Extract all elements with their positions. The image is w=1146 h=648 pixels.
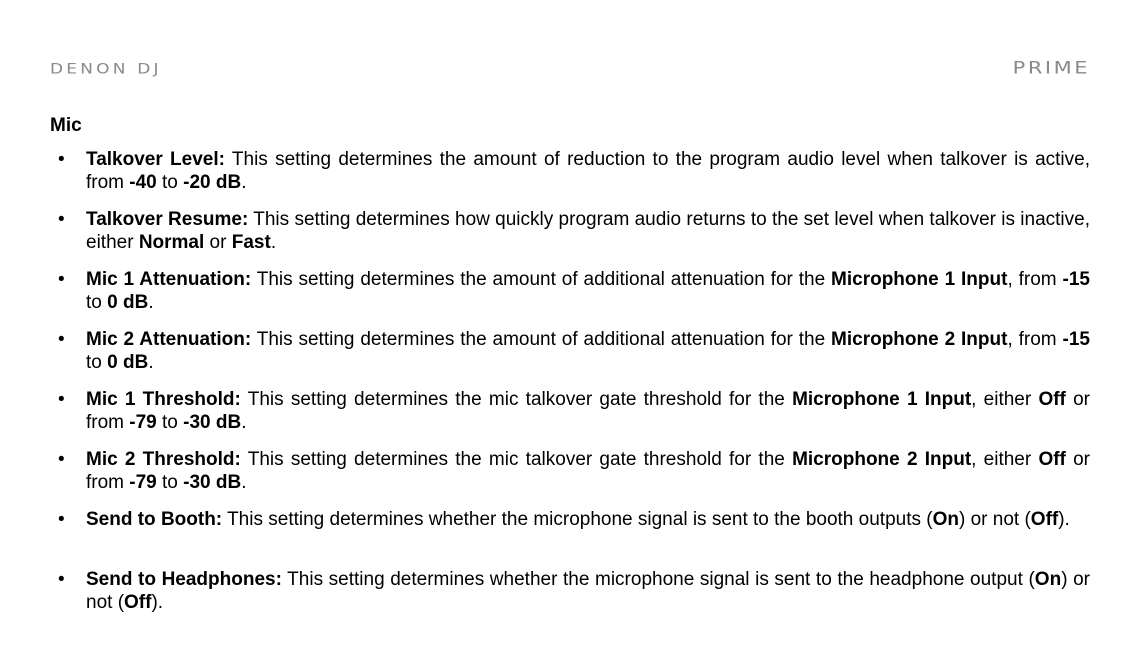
- item-value: Microphone 1 Input: [792, 389, 972, 410]
- item-value: -15: [1062, 329, 1090, 350]
- list-item-mic-1-attenuation: [50, 268, 1090, 328]
- item-text: , from: [1007, 269, 1063, 290]
- item-value: -15: [1062, 269, 1090, 290]
- list-item-send-to-headphones: [50, 568, 1090, 628]
- item-text: , either: [971, 389, 1039, 410]
- item-value: Off: [124, 592, 152, 613]
- item-value: Microphone 2 Input: [792, 449, 972, 470]
- list-item-mic-1-threshold: [50, 388, 1090, 448]
- item-term: Send to Headphones:: [86, 569, 282, 590]
- item-value: -79: [129, 472, 157, 493]
- item-text: .: [241, 172, 247, 193]
- item-text: to: [156, 172, 184, 193]
- item-text: This setting determines whether the microphone signal is sent to the booth outputs (: [222, 509, 933, 530]
- brand-logo-denon-dj: DENON DJ: [50, 61, 162, 78]
- item-text: , from: [1007, 329, 1063, 350]
- bullet-icon: •: [58, 509, 65, 530]
- bullet-icon: •: [58, 569, 65, 590]
- item-text: .: [270, 232, 277, 253]
- bullet-icon: •: [58, 269, 65, 290]
- item-value: Microphone 1 Input: [831, 269, 1008, 290]
- item-text: ) or not (: [86, 569, 1090, 613]
- item-term: Send to Booth:: [86, 509, 223, 530]
- item-value: Off: [1038, 449, 1066, 470]
- item-text: or: [204, 232, 232, 253]
- item-term: Mic 2 Threshold:: [86, 449, 241, 470]
- item-text: This setting determines the mic talkover gate threshold for the: [240, 389, 793, 410]
- bullet-icon: •: [58, 449, 65, 470]
- item-value: 0 dB: [107, 292, 149, 313]
- item-text: .: [148, 292, 154, 313]
- list-item-talkover-resume: [50, 208, 1090, 268]
- item-value: -30 dB: [183, 412, 242, 433]
- list-item-mic-2-threshold: [50, 448, 1090, 508]
- item-text: to: [86, 292, 108, 313]
- list-item-send-to-booth: [50, 508, 1090, 568]
- item-value: -20 dB: [183, 172, 242, 193]
- item-term: Mic 1 Threshold:: [86, 389, 241, 410]
- item-value: -40: [129, 172, 157, 193]
- item-value: On: [1034, 569, 1062, 590]
- bullet-icon: •: [58, 329, 65, 350]
- item-text: to: [156, 472, 184, 493]
- item-term: Talkover Resume:: [86, 209, 249, 230]
- item-text: ).: [151, 592, 164, 613]
- bullet-icon: •: [58, 389, 65, 410]
- item-text: This setting determines the amount of reduction to the program audio level when talkover is active, from: [86, 149, 1090, 193]
- item-text: or from: [86, 449, 1090, 493]
- item-term: Talkover Level:: [86, 149, 225, 170]
- item-value: 0 dB: [107, 352, 149, 373]
- bullet-icon: •: [58, 149, 65, 170]
- item-value: -79: [129, 412, 157, 433]
- item-term: Mic 1 Attenuation:: [86, 269, 252, 290]
- item-value: On: [932, 509, 959, 530]
- item-value: Normal: [138, 232, 205, 253]
- item-value: Off: [1030, 509, 1059, 530]
- item-text: .: [241, 472, 247, 493]
- list-item-mic-2-attenuation: [50, 328, 1090, 388]
- bullet-icon: •: [58, 209, 65, 230]
- item-term: Mic 2 Attenuation:: [86, 329, 252, 350]
- settings-list: [50, 148, 1090, 628]
- item-text: This setting determines the mic talkover gate threshold for the: [240, 449, 793, 470]
- item-text: This setting determines whether the microphone signal is sent to the headphone output (: [281, 569, 1035, 590]
- item-text: , either: [971, 449, 1039, 470]
- item-text: to: [86, 352, 108, 373]
- brand-logo-prime: PRIME: [1012, 58, 1090, 78]
- item-text: .: [241, 412, 247, 433]
- item-value: Microphone 2 Input: [831, 329, 1008, 350]
- item-text: This setting determines the amount of additional attenuation for the: [251, 329, 832, 350]
- item-text: This setting determines how quickly program audio returns to the set level when talkover is inactive, either: [86, 209, 1090, 253]
- item-text: to: [156, 412, 184, 433]
- item-text: ) or not (: [958, 509, 1031, 530]
- item-text: or from: [86, 389, 1090, 433]
- item-text: .: [148, 352, 154, 373]
- item-text: ).: [1058, 509, 1070, 530]
- item-value: Off: [1038, 389, 1066, 410]
- section-title: Mic: [50, 115, 82, 136]
- item-value: Fast: [231, 232, 271, 253]
- item-text: This setting determines the amount of additional attenuation for the: [251, 269, 832, 290]
- list-item-talkover-level: [50, 148, 1090, 208]
- item-value: -30 dB: [183, 472, 242, 493]
